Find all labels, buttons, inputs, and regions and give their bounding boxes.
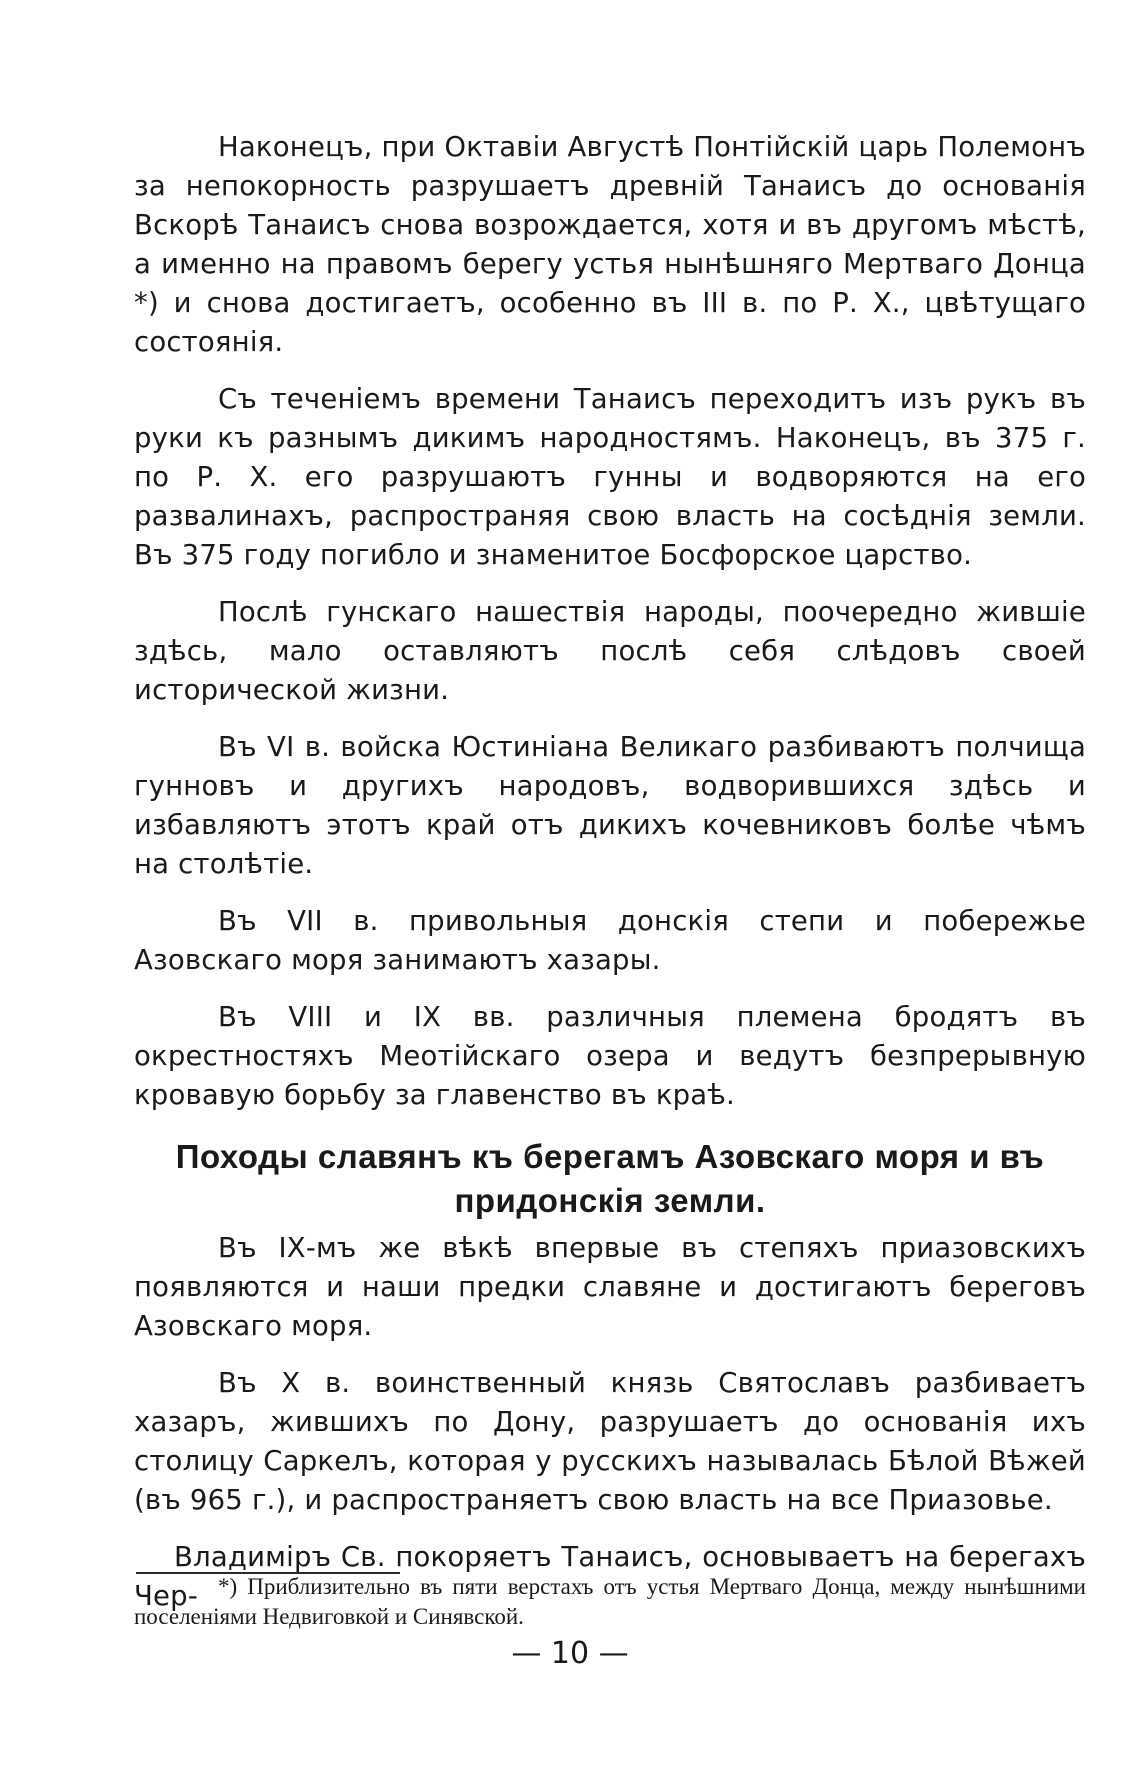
body-text xyxy=(134,128,1086,1634)
paragraph-3: Послѣ гунскаго нашествія народы, поочередно жившіе здѣсь, мало оставляютъ послѣ себя слѣдовъ своей исторической жизни. xyxy=(134,596,1086,706)
page-number: — 10 — xyxy=(511,1636,629,1671)
paragraph-8: Въ Х в. воинственный князь Святославъ разбиваетъ хазаръ, жившихъ по Дону, разрушаетъ до основанія ихъ столицу Саркелъ, которая у русскихъ называлась Бѣлой Вѣжей (въ 965 г.), и распространяетъ свою власть на все Приазовье. xyxy=(134,1367,1086,1516)
paragraph-1: Наконецъ, при Октавіи Августѣ Понтійскій царь Полемонъ за непокорность разрушаетъ древній Танаисъ до основанія Вскорѣ Танаисъ снова возрождается, хотя и въ другомъ мѣстѣ, а именно на правомъ берегу устья нынѣшняго Мертваго Донца *) и снова достигаетъ, особенно въ III в. по Р. Х., цвѣтущаго состоянія. xyxy=(134,131,1086,358)
paragraph-2: Съ теченіемъ времени Танаисъ переходитъ изъ рукъ въ руки къ разнымъ дикимъ народностямъ. Наконецъ, въ 375 г. по Р. Х. его разрушаютъ гунны и водворяются на его развалинахъ, распространяя свою власть на сосѣднія земли. Въ 375 году погибло и знаменитое Босфорское царство. xyxy=(134,383,1086,571)
section-heading: Походы славянъ къ берегамъ Азовскаго моря и въ придонскія земли. xyxy=(175,1138,1045,1219)
paragraph-6: Въ VIII и IX вв. различныя племена бродятъ въ окрестностяхъ Меотійскаго озера и ведутъ безпрерывную кровавую борьбу за главенство въ краѣ. xyxy=(134,1001,1086,1111)
paragraph-5: Въ VII в. привольныя донскія степи и побережье Азовскаго моря занимаютъ хазары. xyxy=(134,905,1086,976)
paragraph-4: Въ VI в. войска Юстиніана Великаго разбиваютъ полчища гунновъ и другихъ народовъ, водворившихся здѣсь и избавляютъ этотъ край отъ дикихъ кочевниковъ болѣе чѣмъ на столѣтіе. xyxy=(134,731,1086,880)
paragraph-continued: Владиміръ Св. покоряетъ Танаисъ, основываетъ на берегахъ Чер- xyxy=(134,1541,1086,1612)
paragraph-7: Въ IХ-мъ же вѣкѣ впервые въ степяхъ приазовскихъ появляются и наши предки славяне и достигаютъ береговъ Азовскаго моря. xyxy=(134,1232,1086,1342)
footnote: *) Приблизительно въ пяти верстахъ отъ устья Мертваго Донца, между нынѣшними поселеніями Недвиговкой и Синявской. xyxy=(134,1574,1086,1629)
